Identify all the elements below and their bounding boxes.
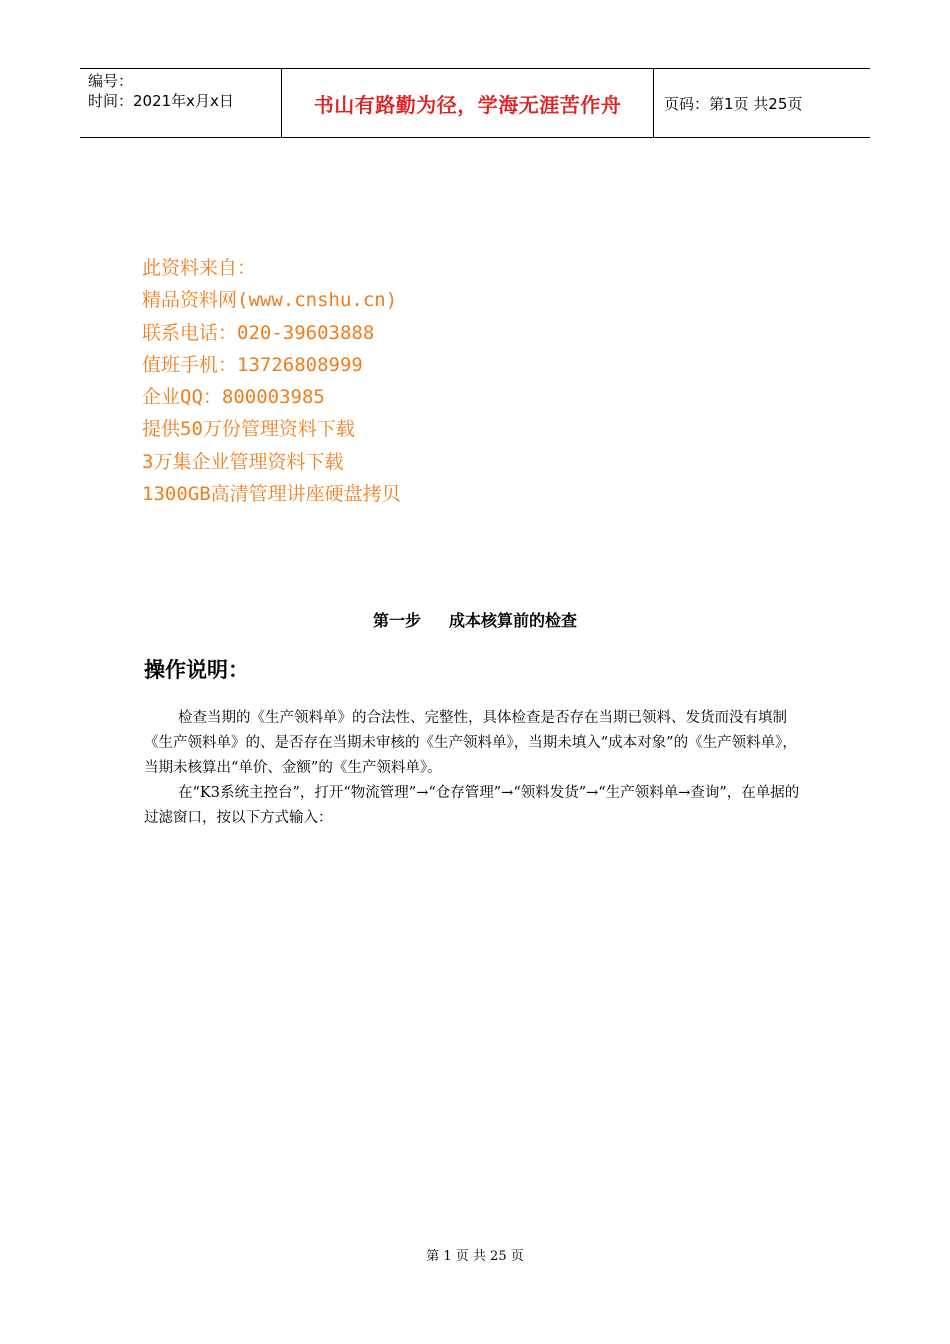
page-footer: 第 1 页 共 25 页 [426,1249,524,1264]
header-motto: 书山有路勤为径，学海无涯苦作舟 [281,69,654,137]
paragraph: 在“K3系统主控台”，打开“物流管理”→“仓存管理”→“领料发货”→“生产领料单→查询”，在单据的过滤窗口，按以下方式输入： [144,785,800,826]
header-page-code: 页码：第1页 共25页 [664,94,803,113]
promo-line: 3万集企业管理资料下载 [142,450,344,473]
promo-line: 联系电话：020-39603888 [142,321,375,344]
promo-line: 1300GB高清管理讲座硬盘拷贝 [142,483,401,506]
step-label: 第一步 [372,611,421,630]
promo-line: 值班手机：13726808999 [142,353,363,376]
time-label: 时间：2021年x月x日 [88,92,234,110]
promo-block [142,252,401,510]
step-title [0,608,950,631]
document-header [80,68,870,138]
promo-line: 精品资料网(www.cnshu.cn) [142,289,398,312]
paragraph: 检查当期的《生产领料单》的合法性、完整性，具体检查是否存在当期已领料、发货而没有填制《生产领料单》的、是否存在当期未审核的《生产领料单》，当期未填入“成本对象”的《生产领料单》，当期未核算出“单价、金额”的《生产领料单》。 [144,710,797,776]
number-label: 编号： [88,72,134,90]
step-title-text: 成本核算前的检查 [449,611,578,630]
promo-line: 提供50万份管理资料下载 [142,418,355,441]
section-heading: 操作说明： [144,658,249,682]
body-text [144,706,809,831]
promo-line: 企业QQ：800003985 [142,386,325,409]
promo-line: 此资料来自： [142,257,257,279]
header-meta [80,69,281,137]
